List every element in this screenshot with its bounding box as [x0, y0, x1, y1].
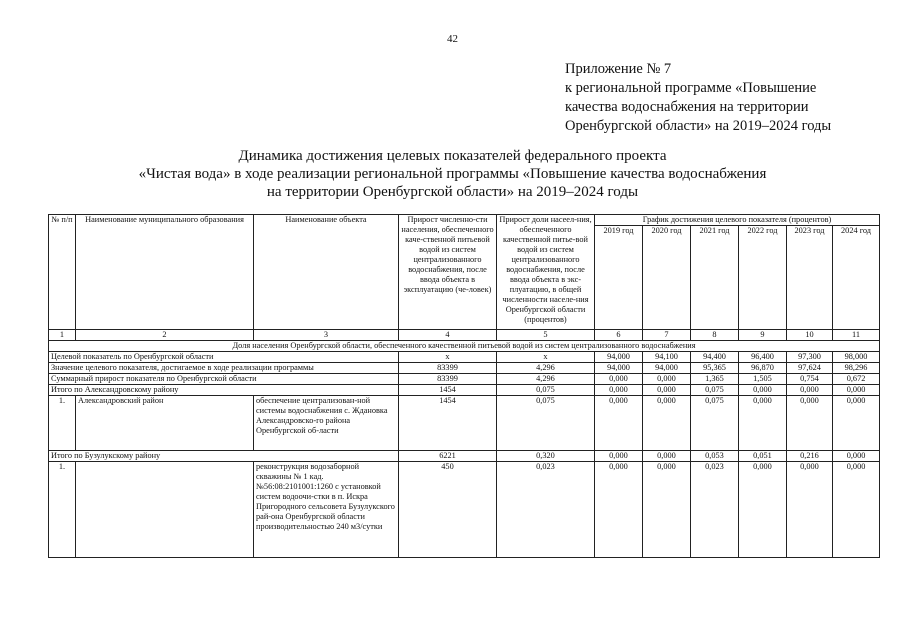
cell-share: 0,023 — [497, 462, 595, 558]
cell-year-value: 94,000 — [595, 363, 643, 374]
column-number: 5 — [497, 330, 595, 341]
summary-label: Значение целевого показателя, достигаемое в ходе реализации программы — [49, 363, 399, 374]
cell-year-value: 0,000 — [833, 385, 880, 396]
indicator-table — [48, 214, 880, 558]
object-name: обеспечение централизован-ной системы водоснабжения с. Ждановка Александровско-го района Оренбургской об-ласти — [254, 396, 399, 451]
cell-population: 1454 — [399, 385, 497, 396]
column-number: 10 — [787, 330, 833, 341]
cell-year-value: 94,000 — [643, 363, 691, 374]
header-share-growth: Прирост доли насеел-ния, обеспеченного качественной питье-вой водой из систем централизованного водоснабжения, после ввода объекта в экс-плуатацию, в общей численности населе-ния Оренбургской области (процентов) — [497, 215, 595, 330]
cell-year-value: 0,000 — [833, 451, 880, 462]
cell-year-value: 0,000 — [739, 396, 787, 451]
header-number: № п/п — [49, 215, 76, 330]
column-number: 7 — [643, 330, 691, 341]
object-name: реконструкция водозаборной скважины № 1 кад.№56:08:2101001:1260 с установкой систем водоочи-стки в п. Искра Пригородного сельсовета Бузулукского рай-она Оренбургской области производительностью 240 м3/сутки — [254, 462, 399, 558]
title-line: Динамика достижения целевых показателей федерального проекта — [238, 148, 667, 164]
column-number: 9 — [739, 330, 787, 341]
cell-year-value: 98,000 — [833, 352, 880, 363]
column-number: 2 — [76, 330, 254, 341]
cell-share: 0,075 — [497, 396, 595, 451]
appendix-line: качества водоснабжения на территории — [565, 99, 809, 115]
appendix-line: Приложение № 7 — [565, 61, 672, 77]
summary-row — [49, 385, 880, 396]
header-population-growth: Прирост численно-сти населения, обеспеченного каче-ственной питьевой водой из систем централизованного водоснабжения, после ввода объекта в эксплуатацию (че-ловек) — [399, 215, 497, 330]
column-number: 8 — [691, 330, 739, 341]
title-line: «Чистая вода» в ходе реализации региональной программы «Повышение качества водоснабжения — [138, 166, 767, 182]
section-row — [49, 341, 880, 352]
column-number: 4 — [399, 330, 497, 341]
page-number: 42 — [447, 33, 458, 45]
header-year: 2022 год — [739, 226, 787, 330]
cell-year-value: 94,000 — [595, 352, 643, 363]
summary-label: Итого по Бузулукскому району — [49, 451, 399, 462]
cell-year-value: 0,000 — [739, 385, 787, 396]
cell-population: 83399 — [399, 374, 497, 385]
cell-population: 6221 — [399, 451, 497, 462]
table-row — [49, 396, 880, 451]
cell-year-value: 0,000 — [833, 396, 880, 451]
cell-population: x — [399, 352, 497, 363]
header-year: 2021 год — [691, 226, 739, 330]
cell-year-value: 0,754 — [787, 374, 833, 385]
district-name: Александровский район — [76, 396, 254, 451]
cell-year-value: 0,000 — [643, 451, 691, 462]
appendix-line: Оренбургской области» на 2019–2024 годы — [565, 118, 832, 134]
cell-year-value: 0,000 — [643, 462, 691, 558]
summary-row — [49, 352, 880, 363]
cell-year-value: 0,023 — [691, 462, 739, 558]
header-year: 2023 год — [787, 226, 833, 330]
header-year: 2024 год — [833, 226, 880, 330]
cell-year-value: 0,216 — [787, 451, 833, 462]
cell-year-value: 0,075 — [691, 385, 739, 396]
cell-share: 4,296 — [497, 374, 595, 385]
district-name — [76, 462, 254, 558]
cell-year-value: 94,400 — [691, 352, 739, 363]
appendix-note — [565, 60, 831, 136]
column-number: 6 — [595, 330, 643, 341]
cell-population: 450 — [399, 462, 497, 558]
cell-share: 0,075 — [497, 385, 595, 396]
title-line: на территории Оренбургской области» на 2019–2024 годы — [266, 184, 639, 200]
cell-year-value: 96,870 — [739, 363, 787, 374]
cell-share: 4,296 — [497, 363, 595, 374]
cell-year-value: 0,000 — [787, 396, 833, 451]
cell-year-value: 0,000 — [833, 462, 880, 558]
header-year: 2020 год — [643, 226, 691, 330]
cell-year-value: 0,000 — [595, 396, 643, 451]
header-object: Наименование объекта — [254, 215, 399, 330]
cell-year-value: 0,075 — [691, 396, 739, 451]
column-number: 1 — [49, 330, 76, 341]
summary-label: Итого по Александровскому району — [49, 385, 399, 396]
header-municipality: Наименование муниципального образования — [76, 215, 254, 330]
row-number: 1. — [49, 462, 76, 558]
summary-row — [49, 363, 880, 374]
cell-year-value: 0,000 — [595, 451, 643, 462]
summary-label: Суммарный прирост показателя по Оренбургской области — [49, 374, 399, 385]
section-title: Доля населения Оренбургской области, обеспеченного качественной питьевой водой из систем централизованного водоснабжения — [49, 341, 880, 352]
summary-row — [49, 451, 880, 462]
column-number: 3 — [254, 330, 399, 341]
cell-year-value: 94,100 — [643, 352, 691, 363]
header-schedule: График достижения целевого показателя (процентов) — [595, 215, 880, 226]
summary-row — [49, 374, 880, 385]
cell-year-value: 0,000 — [595, 385, 643, 396]
cell-year-value: 1,505 — [739, 374, 787, 385]
cell-year-value: 97,624 — [787, 363, 833, 374]
cell-year-value: 0,000 — [787, 385, 833, 396]
cell-year-value: 95,365 — [691, 363, 739, 374]
cell-population: 1454 — [399, 396, 497, 451]
cell-year-value: 98,296 — [833, 363, 880, 374]
cell-year-value: 97,300 — [787, 352, 833, 363]
document-title — [0, 147, 905, 201]
column-number-row — [49, 330, 880, 341]
cell-year-value: 0,000 — [739, 462, 787, 558]
cell-year-value: 96,400 — [739, 352, 787, 363]
column-number: 11 — [833, 330, 880, 341]
cell-year-value: 0,000 — [643, 385, 691, 396]
cell-year-value: 0,051 — [739, 451, 787, 462]
appendix-line: к региональной программе «Повышение — [565, 80, 817, 96]
row-number: 1. — [49, 396, 76, 451]
cell-year-value: 0,000 — [787, 462, 833, 558]
cell-year-value: 0,000 — [643, 396, 691, 451]
table-row — [49, 462, 880, 558]
cell-year-value: 0,000 — [643, 374, 691, 385]
cell-population: 83399 — [399, 363, 497, 374]
cell-share: x — [497, 352, 595, 363]
header-year: 2019 год — [595, 226, 643, 330]
summary-label: Целевой показатель по Оренбургской области — [49, 352, 399, 363]
cell-year-value: 0,053 — [691, 451, 739, 462]
cell-year-value: 0,000 — [595, 462, 643, 558]
cell-year-value: 1,365 — [691, 374, 739, 385]
cell-year-value: 0,000 — [595, 374, 643, 385]
cell-share: 0,320 — [497, 451, 595, 462]
cell-year-value: 0,672 — [833, 374, 880, 385]
